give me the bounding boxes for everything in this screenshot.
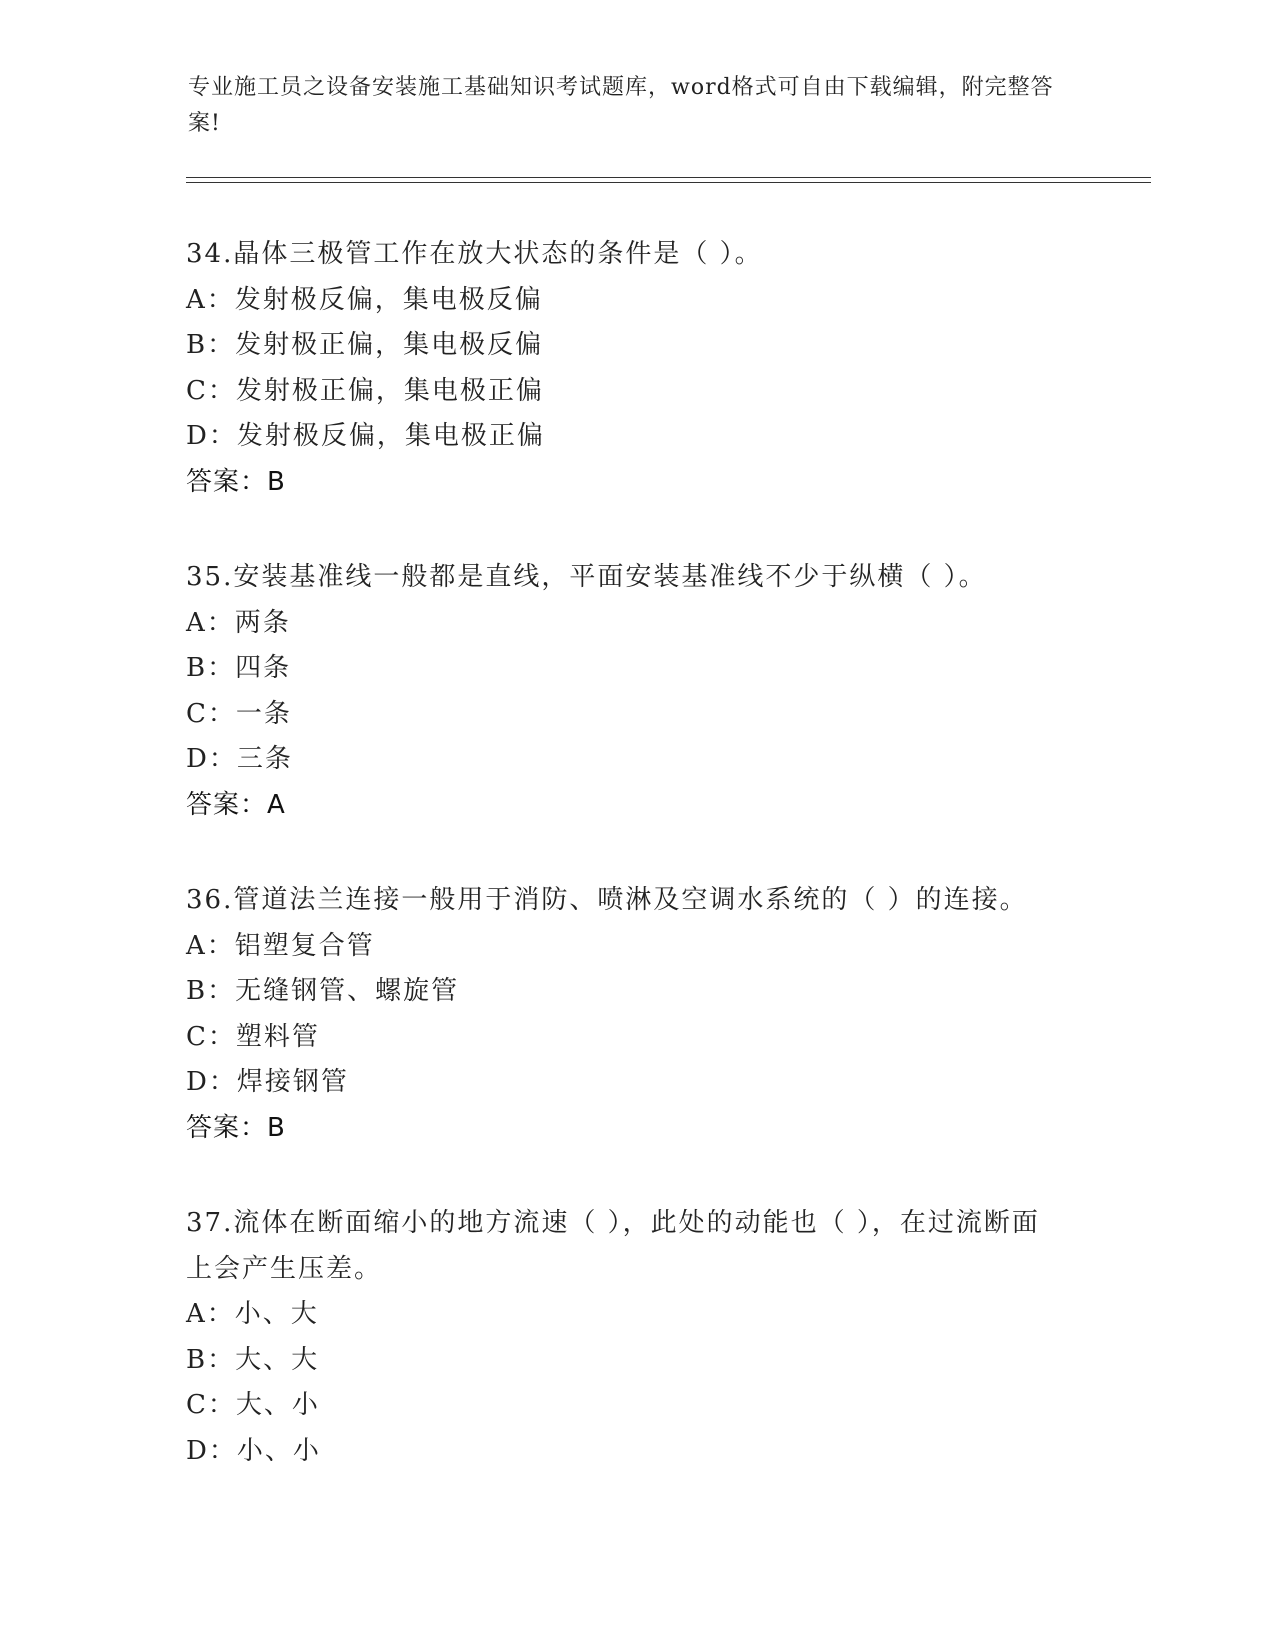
option-d: D：发射极反偏，集电极正偏 — [186, 421, 545, 451]
option-b: B：四条 — [186, 653, 292, 683]
option-a: A：两条 — [186, 607, 291, 638]
option-b: B：发射极正偏，集电极反偏 — [186, 330, 544, 360]
question-stem: 35.安装基准线一般都是直线，平面安装基准线不少于纵横（ ）。 — [186, 562, 987, 592]
option-d: D：三条 — [186, 744, 293, 774]
option-c: C：一条 — [186, 698, 292, 729]
option-c: C：大、小 — [186, 1390, 320, 1420]
answer: 答案：B — [186, 1112, 286, 1143]
question-stem: 34.晶体三极管工作在放大状态的条件是（ ）。 — [186, 239, 763, 269]
header-divider-top — [186, 177, 1151, 178]
answer: 答案：B — [186, 466, 286, 497]
question-37 — [186, 1201, 1086, 1474]
option-c: C：发射极正偏，集电极正偏 — [186, 375, 544, 406]
option-b: B：大、大 — [186, 1344, 320, 1375]
option-a: A：发射极反偏，集电极反偏 — [186, 284, 543, 315]
option-b: B：无缝钢管、螺旋管 — [186, 976, 460, 1006]
question-stem: 36.管道法兰连接一般用于消防、喷淋及空调水系统的（ ）的连接。 — [186, 885, 1028, 915]
question-stem: 37.流体在断面缩小的地方流速（ ），此处的动能也（ ），在过流断面上会产生压差。 — [186, 1208, 1040, 1284]
question-34 — [186, 232, 1086, 505]
answer: 答案：A — [186, 789, 286, 820]
header-divider-bottom — [186, 182, 1151, 183]
question-35 — [186, 555, 1086, 828]
question-list — [186, 232, 1086, 1524]
option-d: D：焊接钢管 — [186, 1067, 349, 1097]
option-a: A：小、大 — [186, 1299, 319, 1329]
option-a: A：铝塑复合管 — [186, 930, 375, 961]
option-d: D：小、小 — [186, 1435, 321, 1466]
document-header: 专业施工员之设备安装施工基础知识考试题库，word格式可自由下载编辑，附完整答案! — [188, 75, 1054, 136]
question-36 — [186, 878, 1086, 1151]
option-c: C：塑料管 — [186, 1021, 320, 1052]
